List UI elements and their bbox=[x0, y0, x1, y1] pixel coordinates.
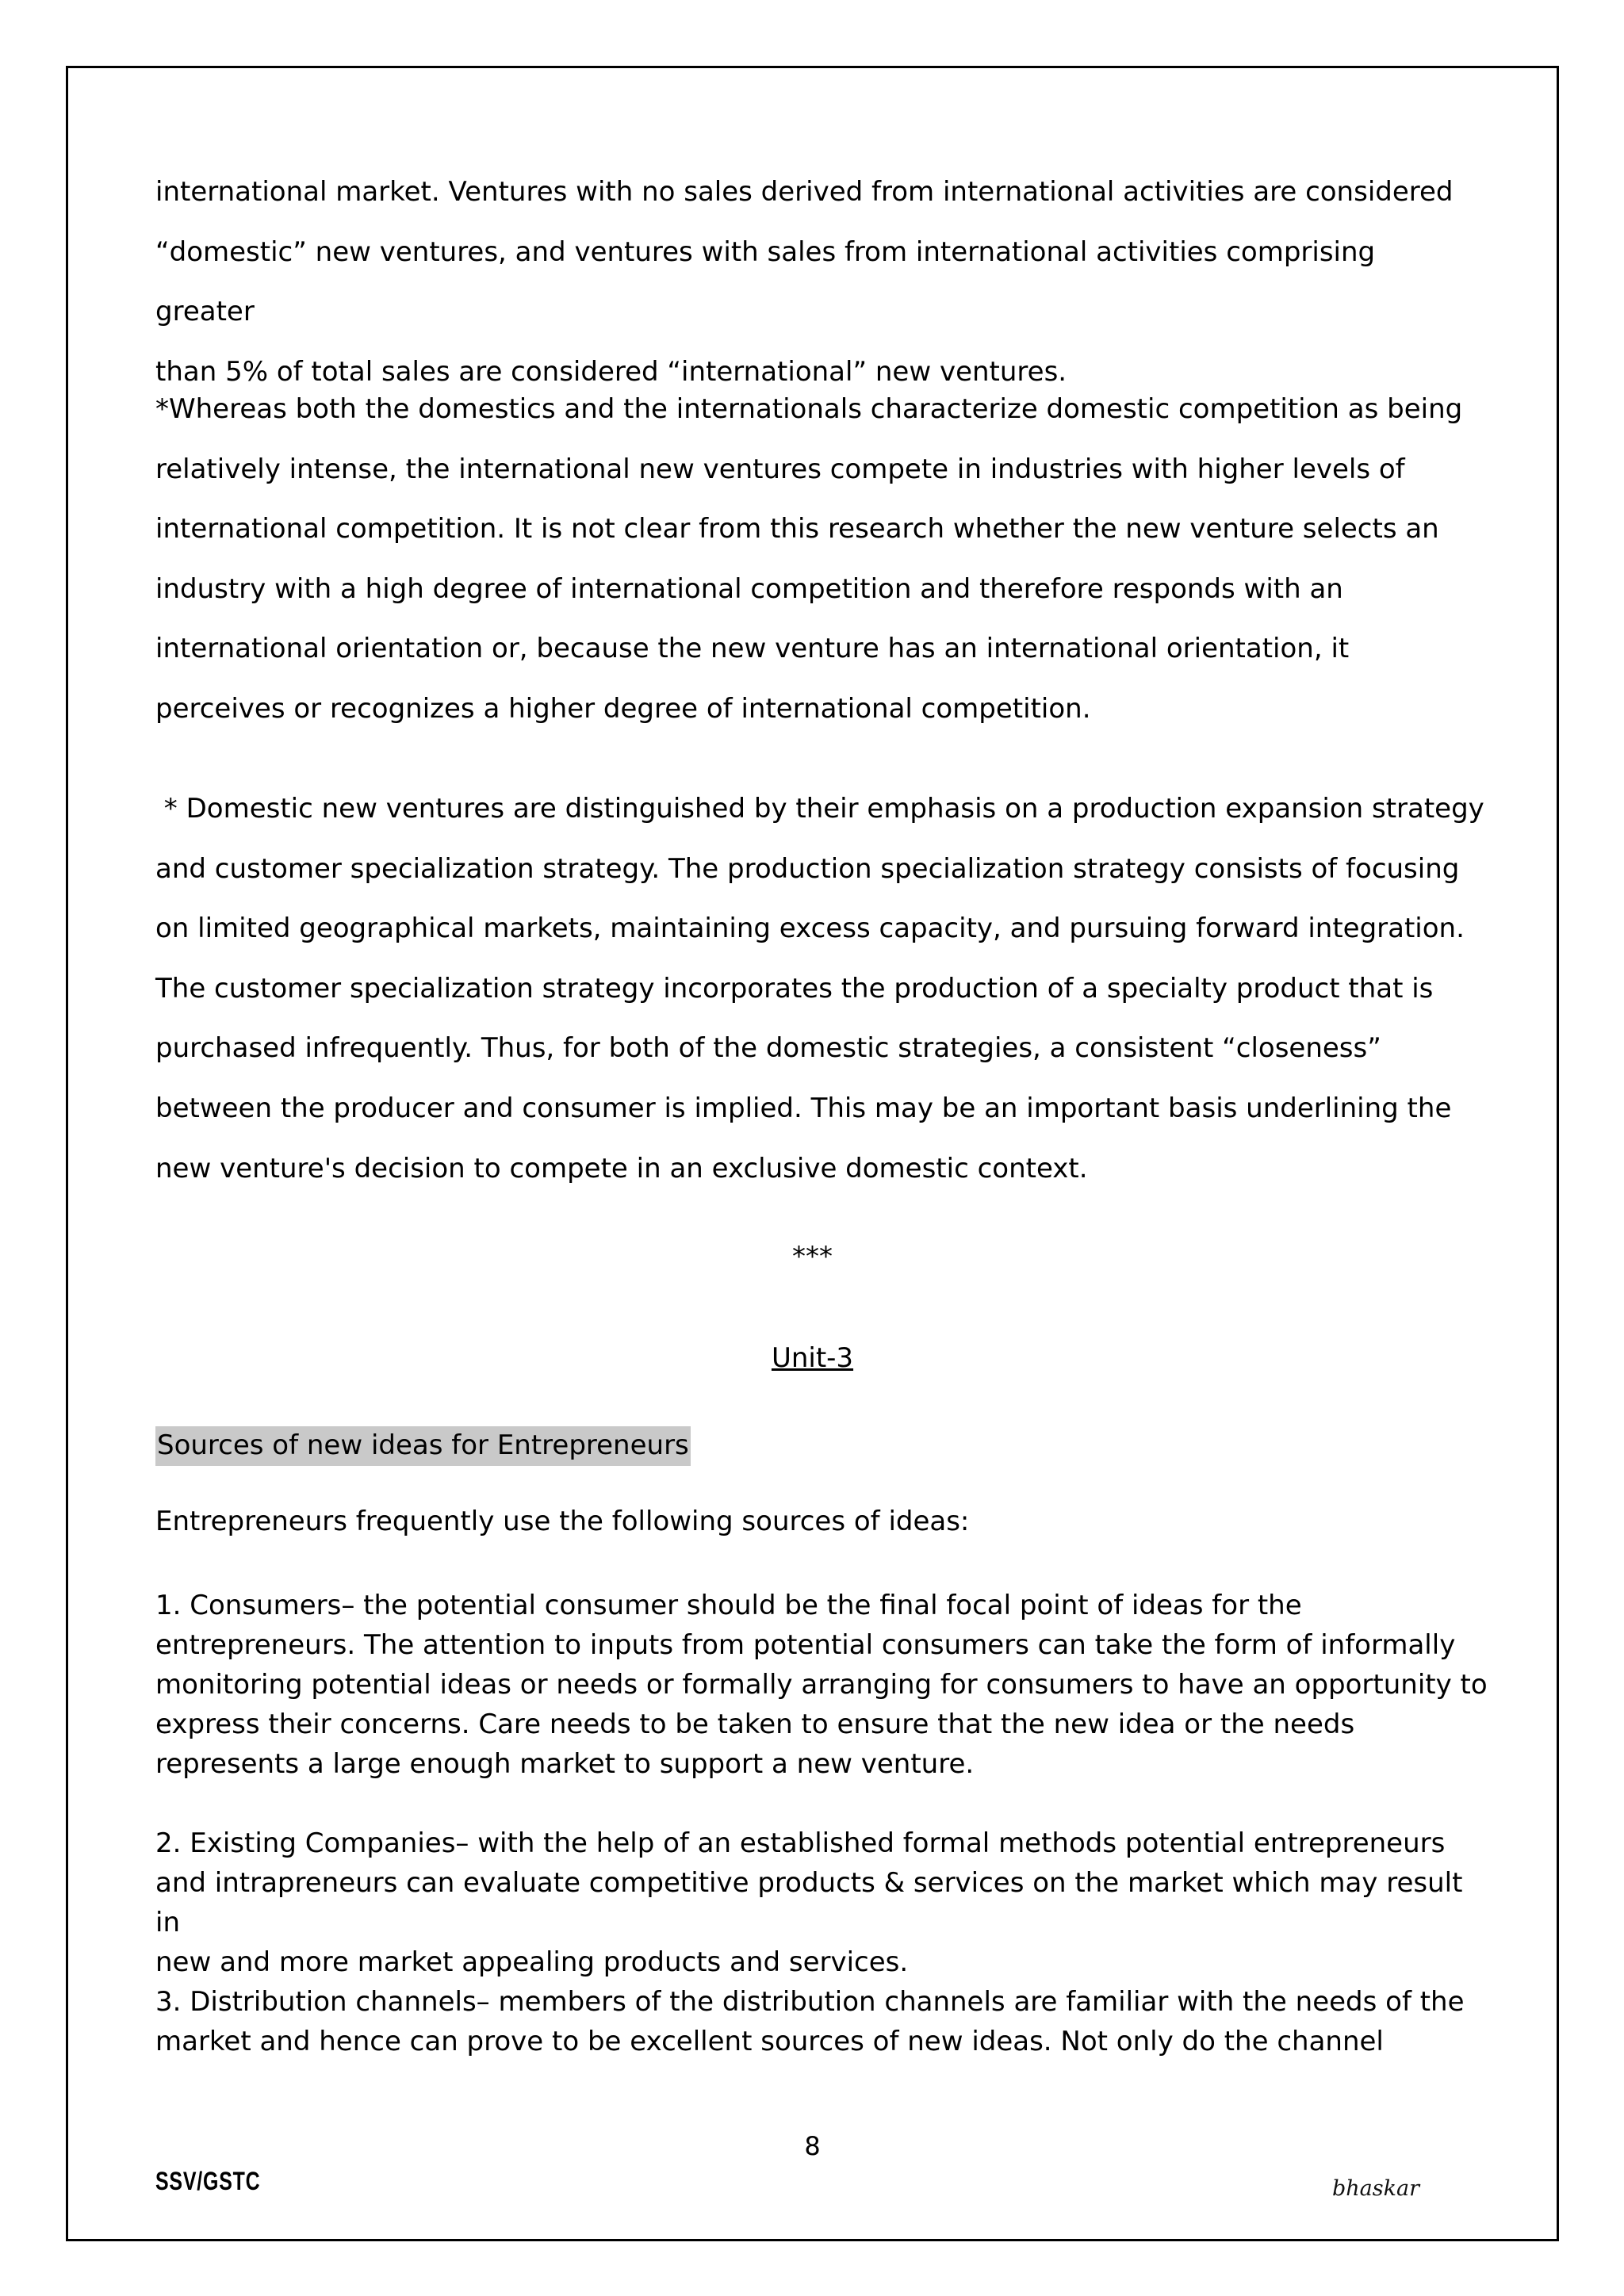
text-line: new venture's decision to compete in an exclusive domestic context. bbox=[155, 1152, 1088, 1184]
text-line: “domestic” new ventures, and ventures with sales from international activities comprising greater bbox=[155, 235, 1376, 328]
footer-signature: bhaskar bbox=[1332, 2176, 1419, 2201]
text-line: entrepreneurs. The attention to inputs from potential consumers can take the form of informally bbox=[155, 1629, 1456, 1661]
text-line: *Whereas both the domestics and the internationals characterize domestic competition as being bbox=[155, 393, 1463, 425]
paragraph-domestic-ventures bbox=[155, 779, 1484, 1199]
text-line: 1. Consumers– the potential consumer should be the final focal point of ideas for the bbox=[155, 1590, 1302, 1621]
text-line: market and hence can prove to be excellent sources of new ideas. Not only do the channel bbox=[155, 2026, 1384, 2057]
paragraph-international-competition bbox=[155, 380, 1472, 740]
text-line: and intrapreneurs can evaluate competitive products & services on the market which may result in bbox=[155, 1867, 1463, 1938]
text-line: relatively intense, the international new ventures compete in industries with higher levels of bbox=[155, 453, 1405, 485]
text-line: industry with a high degree of international competition and therefore responds with an bbox=[155, 572, 1343, 605]
text-line: express their concerns. Care needs to be taken to ensure that the new idea or the needs bbox=[155, 1709, 1355, 1740]
text-line: The customer specialization strategy incorporates the production of a specialty product that is bbox=[155, 972, 1434, 1004]
section-separator: *** bbox=[792, 1241, 833, 1272]
text-line: and customer specialization strategy. The production specialization strategy consists of focusing bbox=[155, 852, 1460, 885]
footer-institution: SSV/GSTC bbox=[155, 2167, 261, 2195]
section-heading: Sources of new ideas for Entrepreneurs bbox=[155, 1426, 691, 1466]
text-line: monitoring potential ideas or needs or formally arranging for consumers to have an opportunity to bbox=[155, 1669, 1488, 1701]
unit-title: Unit-3 bbox=[771, 1342, 854, 1374]
source-distribution-channels bbox=[155, 1982, 1488, 2061]
text-line: * Domestic new ventures are distinguished by their emphasis on a production expansion strategy bbox=[155, 793, 1484, 825]
text-line: purchased infrequently. Thus, for both of the domestic strategies, a consistent “closeness” bbox=[155, 1032, 1381, 1065]
text-line: international competition. It is not clear from this research whether the new venture selects an bbox=[155, 513, 1439, 545]
text-line: international orientation or, because the new venture has an international orientation, it bbox=[155, 633, 1350, 665]
page-number: 8 bbox=[804, 2131, 821, 2161]
text-line: new and more market appealing products and services. bbox=[155, 1946, 909, 1978]
text-line: 2. Existing Companies– with the help of an established formal methods potential entrepreneurs bbox=[155, 1827, 1446, 1859]
text-line: between the producer and consumer is implied. This may be an important basis underlining the bbox=[155, 1092, 1452, 1124]
source-consumers bbox=[155, 1586, 1488, 1784]
text-line: international market. Ventures with no sales derived from international activities are considered bbox=[155, 176, 1454, 208]
paragraph-international-market bbox=[155, 163, 1472, 402]
source-existing-companies bbox=[155, 1823, 1488, 1982]
text-line: perceives or recognizes a higher degree of international competition. bbox=[155, 692, 1091, 725]
text-line: on limited geographical markets, maintaining excess capacity, and pursuing forward integration. bbox=[155, 913, 1465, 945]
text-line: than 5% of total sales are considered “international” new ventures. bbox=[155, 355, 1067, 388]
text-line: represents a large enough market to support a new venture. bbox=[155, 1748, 975, 1780]
text-line: 3. Distribution channels– members of the distribution channels are familiar with the needs of the bbox=[155, 1986, 1465, 2018]
intro-text: Entrepreneurs frequently use the following sources of ideas: bbox=[155, 1506, 970, 1537]
